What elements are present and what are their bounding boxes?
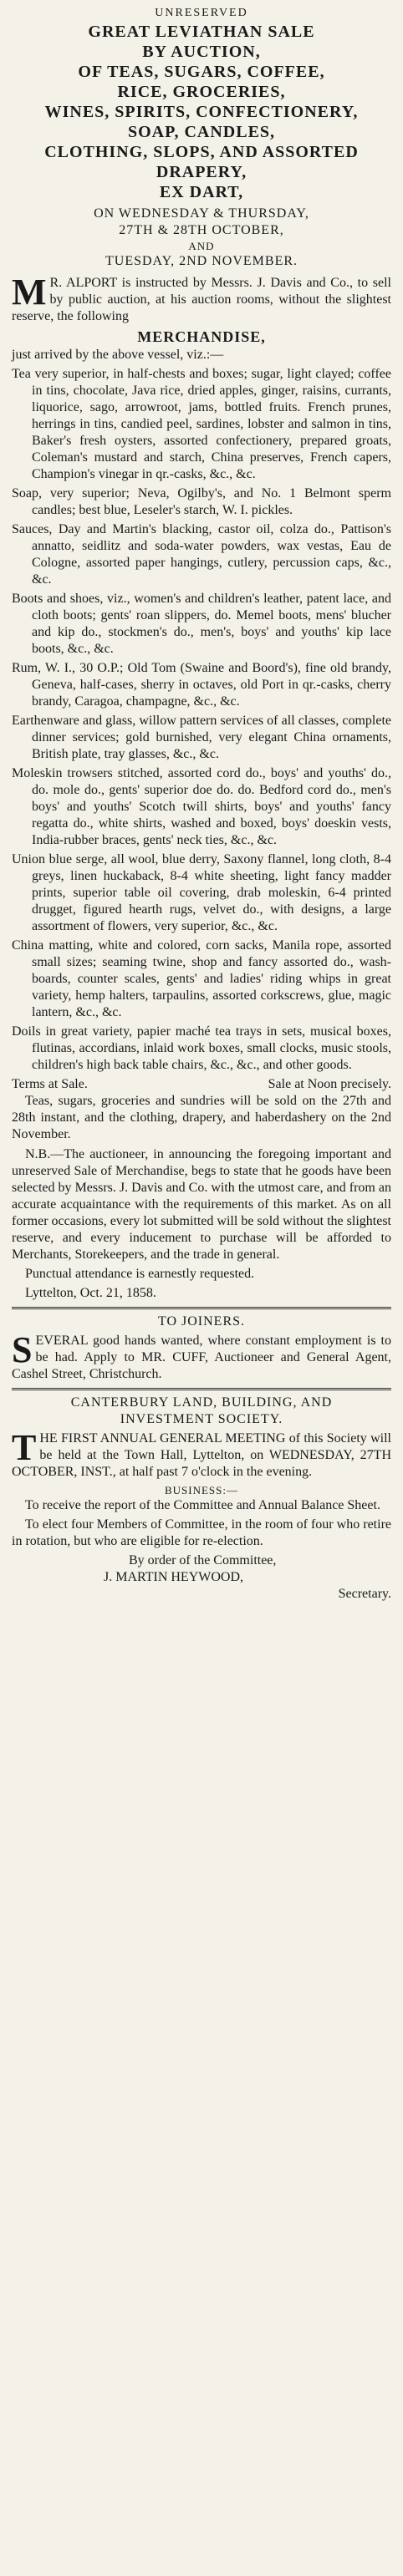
by-order-line: By order of the Committee, xyxy=(129,1553,277,1567)
sale-note: Teas, sugars, groceries and sundries will be sold on the 27th and 28th instant, and the clothing, drapery, and haberdashery on the 2nd November. xyxy=(12,1094,391,1141)
joiners-paragraph xyxy=(12,1329,391,1383)
society-advertisement xyxy=(12,1395,391,1603)
society-text: HE FIRST ANNUAL GENERAL MEETING of this Society will be held at the Town Hall, Lyttelton, on WEDNESDAY, 27TH OCTOBER, INST., at half past 7 o'clock in the evening. xyxy=(12,1431,391,1479)
sale-dates: TUESDAY, 2ND NOVEMBER. xyxy=(105,254,298,268)
divider xyxy=(12,1388,391,1390)
society-paragraph xyxy=(12,1427,391,1481)
list-item: Soap, very superior; Neva, Ogilby's, and No. 1 Belmont sperm candles; best blue, Leseler's starch, W. I. pickles. xyxy=(12,486,391,517)
business-item: To elect four Members of Committee, in the room of four who retire in rotation, but who are eligible for re-election. xyxy=(12,1517,391,1548)
headline-line: OF TEAS, SUGARS, COFFEE, xyxy=(78,63,325,81)
joiners-text: EVERAL good hands wanted, where constant employment is to be had. Apply to MR. CUFF, Auctioneer and General Agent, Cashel Street, Christchurch. xyxy=(12,1334,391,1381)
list-item: Sauces, Day and Martin's blacking, castor oil, colza do., Pattison's annatto, seidlitz and soda-water powders, wax vestas, Eau de Cologne, assorted paper hangings, cutlery, percussion caps, &c., &c. xyxy=(12,522,391,587)
list-item: Moleskin trowsers stitched, assorted cord do., boys' and youths' do., do. mole do., gents' superior doe do. do. Bedford cord do., men's boys' and youths' Scotch twill shirts, boys' and youths' fancy regatta do., white shirts, washed and boxed, boys' doeskin vests, India-rubber braces, gents' neck ties, &c., &c. xyxy=(12,766,391,847)
item-list xyxy=(12,366,391,1074)
intro-text: R. ALPORT is instructed by Messrs. J. Davis and Co., to sell by public auction, at his auction rooms, without the slightest reserve, the following xyxy=(12,276,391,323)
headline-line: WINES, SPIRITS, CONFECTIONERY, xyxy=(44,103,359,121)
headline-line: RICE, GROCERIES, xyxy=(117,83,286,101)
drop-cap: S xyxy=(12,1329,33,1370)
intro-paragraph xyxy=(12,272,391,325)
auction-advertisement xyxy=(12,5,391,1302)
signatory-title: Secretary. xyxy=(338,1587,391,1601)
sale-dates: ON WEDNESDAY & THURSDAY, xyxy=(94,206,309,221)
headline-line: BY AUCTION, xyxy=(142,43,261,61)
terms-line xyxy=(12,1076,391,1093)
date-line: Lyttelton, Oct. 21, 1858. xyxy=(25,1286,156,1300)
sale-time: Sale at Noon precisely. xyxy=(268,1077,391,1091)
business-item: To receive the report of the Committee and Annual Balance Sheet. xyxy=(25,1498,380,1512)
merchandise-subheading: just arrived by the above vessel, viz.:— xyxy=(12,348,224,362)
punctual-note: Punctual attendance is earnestly requested. xyxy=(25,1267,255,1281)
list-item: China matting, white and colored, corn sacks, Manila rope, assorted small sizes; seaming twine, shop and fancy assorted do., wash-boards, counter scales, gents' and ladies' riding whips in great variety, hemp halters, tarpaulins, assorted corkscrews, glue, magic lantern, &c., &c. xyxy=(12,938,391,1019)
headline-line: CLOTHING, SLOPS, AND ASSORTED xyxy=(44,143,359,161)
and-label: AND xyxy=(188,240,215,252)
sale-dates: 27TH & 28TH OCTOBER, xyxy=(119,223,284,237)
headline-line: EX DART, xyxy=(159,183,244,201)
signatory-name: J. MARTIN HEYWOOD, xyxy=(104,1570,244,1584)
terms-label: Terms at Sale. xyxy=(12,1077,88,1091)
headline-line: SOAP, CANDLES, xyxy=(127,123,276,141)
nb-paragraph: N.B.—The auctioneer, in announcing the foregoing important and unreserved Sale of Merchandise, begs to state that he goods have been selected by Messrs. J. Davis and Co. with the utmost care, and from an accurate acquaintance with the requirements of this market. As on all former occasions, every lot submitted will be sold without the slightest reserve, and every inducement to purchase will be afforded to Merchants, Storekeepers, and the trade in general. xyxy=(12,1147,391,1262)
list-item: Rum, W. I., 30 O.P.; Old Tom (Swaine and Boord's), fine old brandy, Geneva, half-cases, sherry in octaves, old Port in qr.-casks, cherry brandy, Caragoa, champagne, &c., &c. xyxy=(12,661,391,709)
unreserved-label: UNRESERVED xyxy=(155,7,248,19)
headline-line: DRAPERY, xyxy=(156,163,247,181)
list-item: Earthenware and glass, willow pattern services of all classes, complete dinner services; gold burnished, very elegant China ornaments, British plate, tray glasses, &c., &c. xyxy=(12,714,391,761)
divider xyxy=(12,1307,391,1309)
list-item: Doils in great variety, papier maché tea trays in sets, musical boxes, flutinas, accordians, inlaid work boxes, small clocks, music stools, children's high back table chairs, &c., &c., and other goods. xyxy=(12,1024,391,1072)
joiners-heading: TO JOINERS. xyxy=(157,1314,246,1329)
society-heading: INVESTMENT SOCIETY. xyxy=(120,1412,283,1426)
list-item: Boots and shoes, viz., women's and children's leather, patent lace, and cloth boots; gents' roan slippers, do. Memel boots, mens' blucher and kip do., stockmen's do., men's, boys' and youths' kip lace boots, &c., &c. xyxy=(12,592,391,656)
merchandise-heading: MERCHANDISE, xyxy=(137,328,266,345)
society-heading: CANTERBURY LAND, BUILDING, AND xyxy=(70,1395,333,1410)
list-item: Union blue serge, all wool, blue derry, Saxony flannel, long cloth, 8-4 greys, linen huckaback, 8-4 white sheeting, light fancy madder prints, superior table oil covering, drab moleskin, 6-4 printed drugget, figured hearth rugs, velvet do., with designs, a large assortment of flowers, very superior, &c., &c. xyxy=(12,852,391,933)
list-item: Tea very superior, in half-chests and boxes; sugar, light clayed; coffee in tins, chocolate, Java rice, dried apples, ginger, raisins, currants, liquorice, sago, arrowroot, jams, bottled fruits. French prunes, herrings in tins, candied peel, sardines, lobster and salmon in tins, Baker's fresh oysters, assorted confectionery, prepared groats, Coleman's mustard and starch, China preserves, French capers, Champion's vinegar in qr.-casks, &c., &c. xyxy=(12,367,391,481)
headline-line: GREAT LEVIATHAN SALE xyxy=(88,23,315,41)
drop-cap: T xyxy=(12,1427,37,1468)
joiners-advertisement xyxy=(12,1313,391,1383)
drop-cap: M xyxy=(12,272,47,312)
business-label: BUSINESS:— xyxy=(164,1484,239,1496)
